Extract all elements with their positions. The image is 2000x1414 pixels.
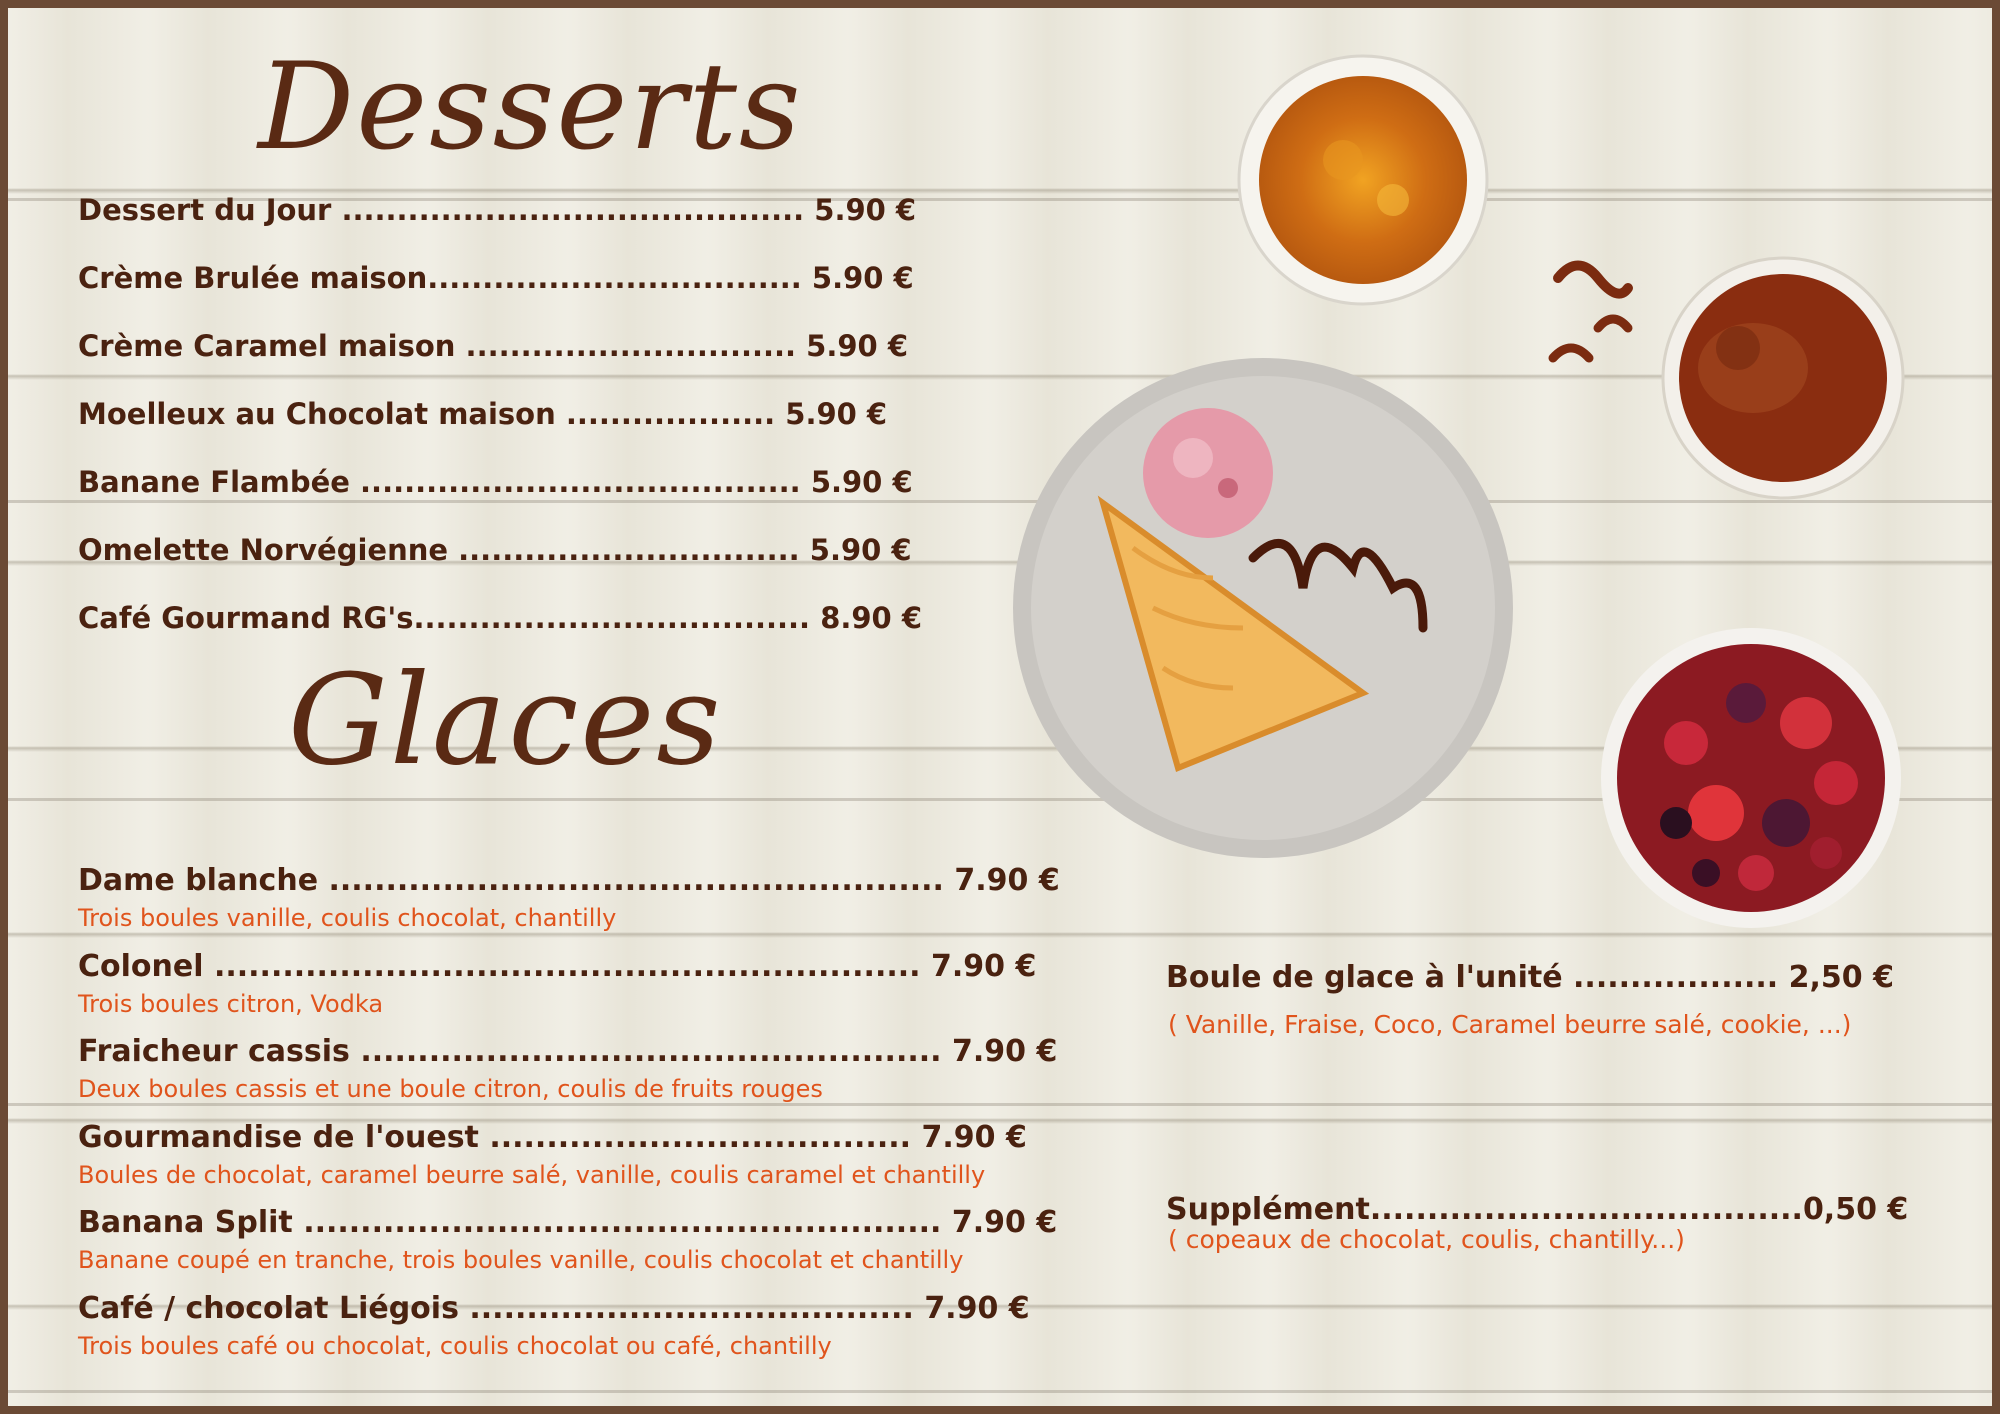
supplement-item: Supplément......................................0,50 € — [1166, 1192, 1909, 1227]
chocolate-mousse-illustration — [1538, 238, 1918, 508]
glace-description: Trois boules citron, Vodka — [78, 990, 384, 1018]
boule-description: ( Vanille, Fraise, Coco, Caramel beurre salé, cookie, ...) — [1168, 1010, 1852, 1039]
glace-description: Deux boules cassis et une boule citron, coulis de fruits rouges — [78, 1075, 823, 1103]
glace-item: Banana Split ........................................................ 7.90 € — [78, 1205, 1058, 1240]
desserts-title: Desserts — [258, 38, 803, 177]
plate-tarte-glace-illustration — [1003, 348, 1523, 868]
glace-description: Trois boules vanille, coulis chocolat, chantilly — [78, 904, 617, 932]
dessert-item: Crème Brulée maison.................................. 5.90 € — [78, 261, 914, 295]
dessert-item: Moelleux au Chocolat maison ................... 5.90 € — [78, 397, 888, 431]
dessert-item: Crème Caramel maison .............................. 5.90 € — [78, 329, 908, 363]
glace-item: Dame blanche ...................................................... 7.90 € — [78, 863, 1060, 898]
supplement-description: ( copeaux de chocolat, coulis, chantilly...) — [1168, 1225, 1685, 1254]
dessert-item: Banane Flambée ........................................ 5.90 € — [78, 465, 913, 499]
dessert-item: Dessert du Jour .......................................... 5.90 € — [78, 193, 917, 227]
creme-brulee-illustration — [1233, 50, 1493, 310]
glace-description: Banane coupé en tranche, trois boules vanille, coulis chocolat et chantilly — [78, 1246, 964, 1274]
red-berries-illustration — [1596, 623, 1906, 933]
glace-item: Fraicheur cassis ................................................... 7.90 € — [78, 1034, 1058, 1069]
dessert-item: Omelette Norvégienne ............................... 5.90 € — [78, 533, 912, 567]
boule-item: Boule de glace à l'unité .................. 2,50 € — [1166, 960, 1894, 995]
glace-item: Café / chocolat Liégois ....................................... 7.90 € — [78, 1291, 1030, 1326]
glace-description: Boules de chocolat, caramel beurre salé, vanille, coulis caramel et chantilly — [78, 1161, 986, 1189]
glace-item: Gourmandise de l'ouest ..................................... 7.90 € — [78, 1120, 1027, 1155]
plank-line — [8, 1103, 1992, 1106]
glace-description: Trois boules café ou chocolat, coulis chocolat ou café, chantilly — [78, 1332, 832, 1360]
glace-item: Colonel .............................................................. 7.90 € — [78, 949, 1037, 984]
plank-line — [8, 1390, 1992, 1393]
dessert-item: Café Gourmand RG's.................................... 8.90 € — [78, 601, 923, 635]
menu-board — [8, 8, 1992, 1406]
glaces-title: Glaces — [288, 648, 723, 793]
